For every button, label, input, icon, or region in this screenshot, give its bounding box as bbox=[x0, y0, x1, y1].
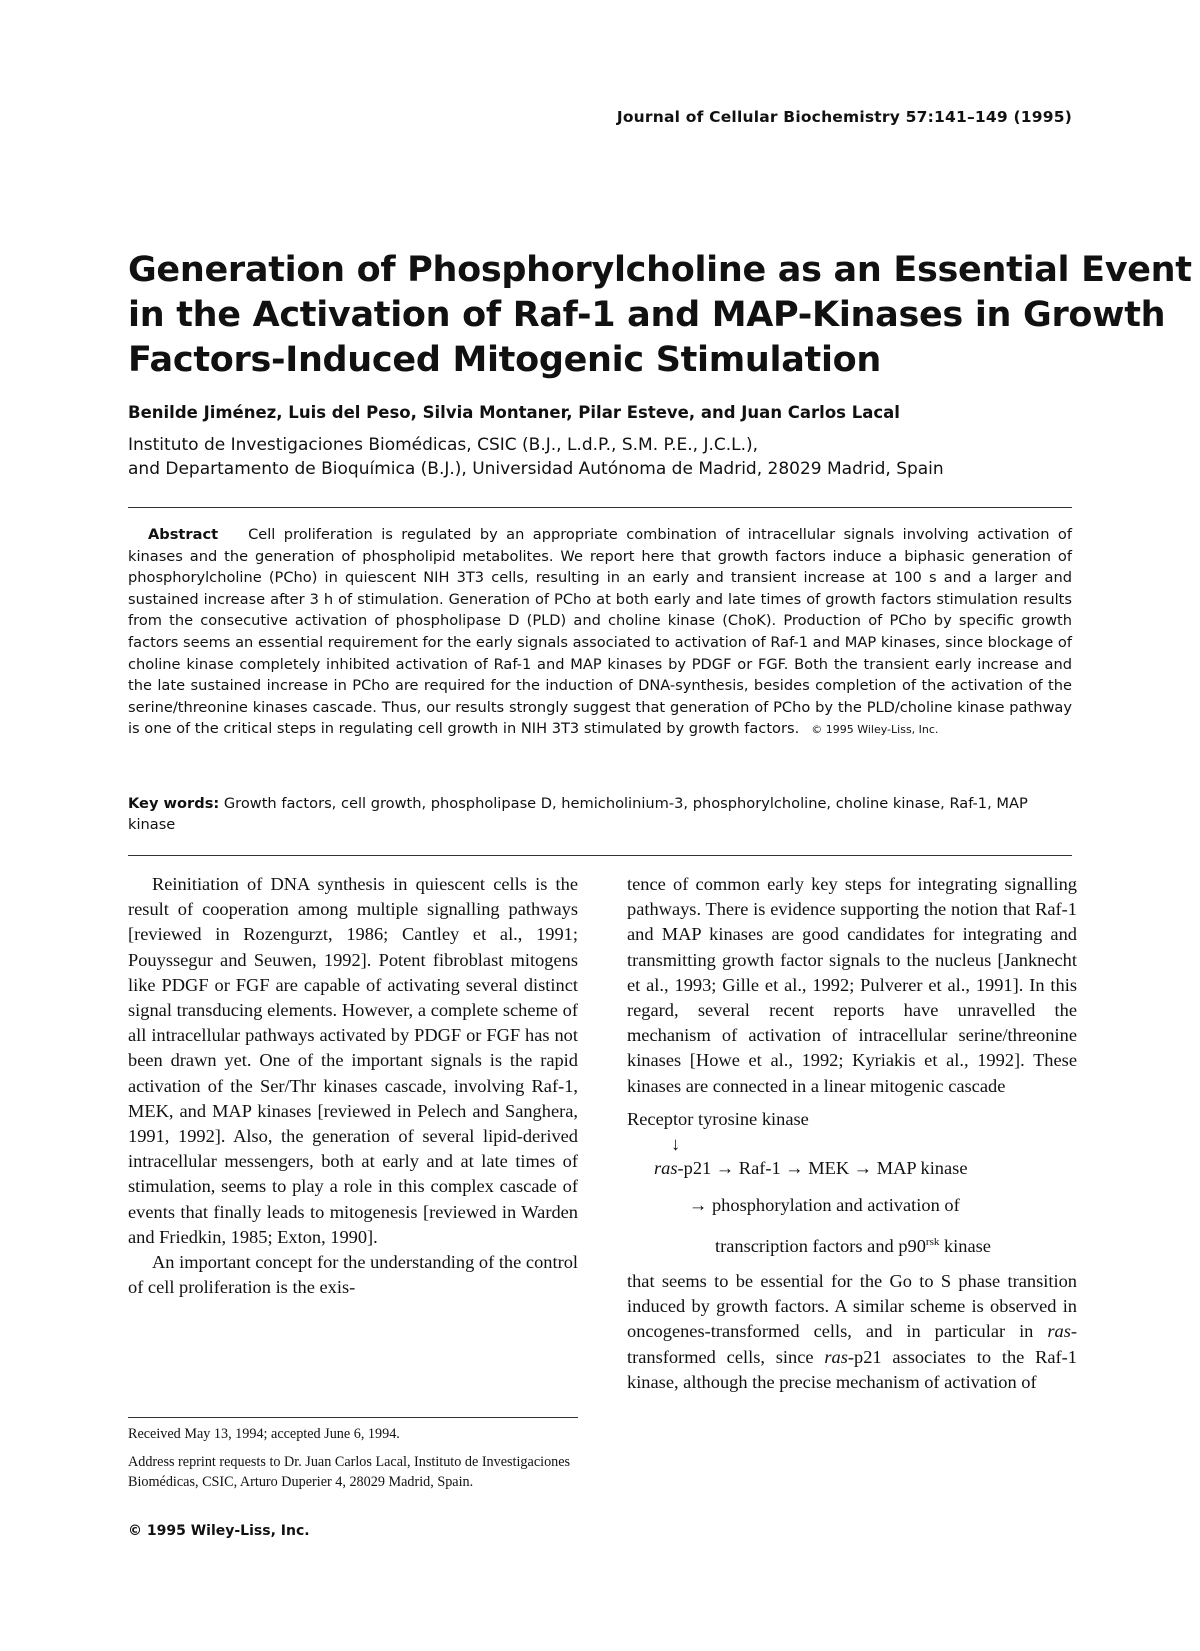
keywords-label: Key words: bbox=[128, 795, 220, 812]
ras-italic: ras bbox=[654, 1157, 678, 1178]
keywords-text: Growth factors, cell growth, phospholipase D, hemicholinium-3, phosphorylcholine, choline kinase, Raf-1, MAP kinase bbox=[128, 795, 1028, 833]
paragraph bbox=[627, 1269, 1077, 1395]
received-dates: Received May 13, 1994; accepted June 6, 1994. bbox=[128, 1426, 400, 1442]
scheme-line bbox=[627, 1156, 1077, 1181]
paragraph-text: that seems to be essential for the Go to S phase transition induced by growth factors. A similar scheme is observed in oncogenes-transformed cells, and in particular in bbox=[627, 1270, 1077, 1342]
author-list: Benilde Jiménez, Luis del Peso, Silvia Montaner, Pilar Esteve, and Juan Carlos Lacal bbox=[128, 403, 900, 422]
title-line: Factors-Induced Mitogenic Stimulation bbox=[128, 340, 882, 380]
footnotes bbox=[128, 1424, 578, 1500]
paragraph: tence of common early key steps for integrating signalling pathways. There is evidence supporting the notion that Raf-1 and MAP kinases are good candidates for integrating and transmitting growth factor signals to the nucleus [Janknecht et al., 1993; Gille et al., 1992; Pulverer et al., 1991]. In this regard, several recent reports have unravelled the mechanism of activation of intracellular serine/threonine kinases [Howe et al., 1992; Kyriakis et al., 1992]. These kinases are connected in a linear mitogenic cascade bbox=[627, 874, 1077, 1096]
reprint-address: Address reprint requests to Dr. Juan Carlos Lacal, Instituto de Investigaciones Biomédicas, CSIC, Arturo Duperier 4, 28029 Madrid, Spain. bbox=[128, 1454, 571, 1490]
down-arrow-icon: ↓ bbox=[671, 1133, 681, 1154]
abstract bbox=[128, 524, 1072, 741]
paragraph-text: -p21 associates to the Raf-1 kinase, although the precise mechanism of activation of bbox=[627, 1346, 1077, 1392]
signaling-scheme bbox=[627, 1107, 1077, 1259]
abstract-text: Cell proliferation is regulated by an appropriate combination of intracellular signals involving activation of kinases and the generation of phospholipid metabolites. We report here that growth factors induce a biphasic generation of phosphorylcholine (PCho) in quiescent NIH 3T3 cells, resulting in an early and transient increase at 100 s and a larger and sustained increase after 3 h of stimulation. Generation of PCho at both early and late times of growth factors stimulation results from the consecutive activation of phospholipase D (PLD) and choline kinase (ChoK). Production of PCho by specific growth factors seems an essential requirement for the early signals associated to activation of Raf-1 and MAP kinases, since blockage of choline kinase completely inhibited activation of Raf-1 and MAP kinases by PDGF or FGF. Both the transient early increase and the late sustained increase in PCho are required for the induction of DNA-synthesis, besides completion of the activation of the serine/threonine kinases cascade. Thus, our results strongly suggest that generation of PCho by the PLD/choline kinase pathway is one of the critical steps in regulating cell growth in NIH 3T3 stimulated by growth factors. bbox=[128, 526, 1072, 738]
abstract-copyright: © 1995 Wiley-Liss, Inc. bbox=[811, 723, 939, 737]
scheme-text: kinase bbox=[939, 1235, 991, 1256]
superscript: rsk bbox=[925, 1235, 940, 1248]
journal-citation: Journal of Cellular Biochemistry 57:141–149 (1995) bbox=[616, 108, 1072, 126]
scheme-text: -p21 → Raf-1 → MEK → MAP kinase bbox=[677, 1157, 968, 1178]
keywords bbox=[128, 793, 1072, 835]
copyright-notice: © 1995 Wiley-Liss, Inc. bbox=[128, 1523, 310, 1539]
affiliations bbox=[128, 433, 944, 481]
abstract-label: Abstract bbox=[148, 526, 219, 543]
paragraph-text: -transformed cells, since bbox=[627, 1321, 1077, 1367]
paragraph: An important concept for the understanding of the control of cell proliferation is the exis- bbox=[128, 1252, 578, 1298]
scheme-line: Receptor tyrosine kinase bbox=[627, 1108, 809, 1129]
divider bbox=[128, 855, 1072, 856]
body-column-left bbox=[128, 872, 578, 1300]
affiliation-line: Instituto de Investigaciones Biomédicas, CSIC (B.J., L.d.P., S.M. P.E., J.C.L.), bbox=[128, 435, 759, 455]
scheme-line bbox=[627, 1230, 1077, 1259]
footnote-divider bbox=[128, 1417, 578, 1418]
title-line: Generation of Phosphorylcholine as an Essential Event bbox=[128, 250, 1192, 290]
article-title bbox=[128, 248, 1192, 383]
scheme-line: → phosphorylation and activation of bbox=[689, 1194, 960, 1215]
divider bbox=[128, 507, 1072, 508]
ras-italic: ras bbox=[824, 1346, 848, 1367]
title-line: in the Activation of Raf-1 and MAP-Kinases in Growth bbox=[128, 295, 1166, 335]
paragraph: Reinitiation of DNA synthesis in quiescent cells is the result of cooperation among multiple signalling pathways [reviewed in Rozengurzt, 1986; Cantley et al., 1991; Pouyssegur and Seuwen, 1992]. Potent fibroblast mitogens like PDGF or FGF are capable of activating several distinct signal transducing elements. However, a complete scheme of all intracellular pathways activated by PDGF or FGF has not been drawn yet. One of the important signals is the rapid activation of the Ser/Thr kinases cascade, involving Raf-1, MEK, and MAP kinases [reviewed in Pelech and Sanghera, 1991, 1992]. Also, the generation of several lipid-derived intracellular messengers, both at early and at late times of stimulation, seems to play a role in this complex cascade of events that finally leads to mitogenesis [reviewed in Warden and Friedkin, 1985; Exton, 1990]. bbox=[128, 874, 578, 1247]
ras-italic: ras bbox=[1047, 1321, 1071, 1342]
scheme-text: transcription factors and p90 bbox=[715, 1235, 926, 1256]
body-column-right bbox=[627, 872, 1077, 1395]
affiliation-line: and Departamento de Bioquímica (B.J.), Universidad Autónoma de Madrid, 28029 Madrid, Spain bbox=[128, 459, 944, 479]
